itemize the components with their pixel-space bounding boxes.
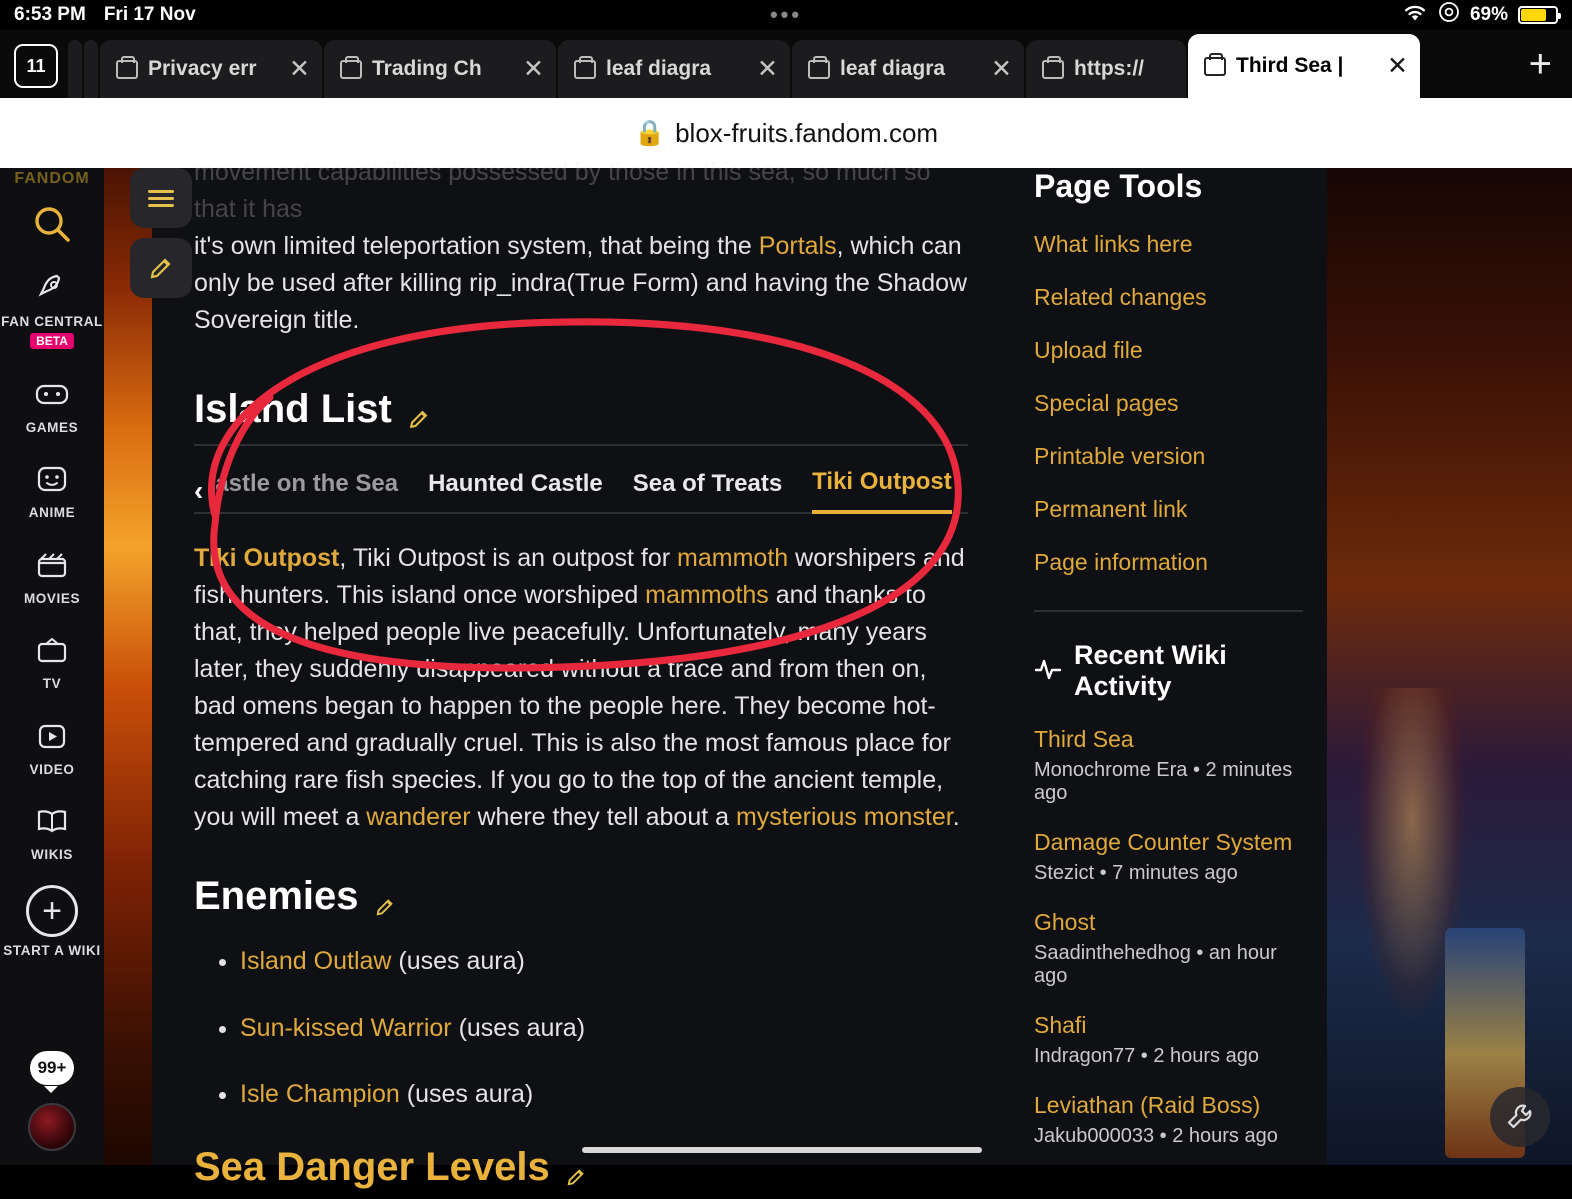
wiki-background-left — [104, 168, 152, 1165]
activity-page-link[interactable]: Shafi — [1034, 1012, 1087, 1038]
sidebar-item-video[interactable] — [0, 714, 104, 778]
enemy-link[interactable]: Isle Champion — [240, 1080, 400, 1108]
desc-text-3: and thanks to that, they helped people live peacefully. Unfortunately, many years later, they suddenly disappeared without a trace and from then on, bad omens began to happen to the people here. They become hot-tempered and gradually cruel. This is also the most famous place for catching rare fish species. If you go to the top of the ancient temple, you will meet a — [194, 581, 951, 831]
tab-close-icon[interactable]: ✕ — [991, 54, 1012, 83]
game-controller-icon — [30, 372, 74, 416]
tab-tiki-outpost[interactable]: Tiki Outpost — [812, 468, 952, 514]
avatar[interactable] — [28, 1103, 76, 1151]
tiki-outpost-description — [194, 540, 968, 836]
search-icon[interactable] — [26, 198, 78, 250]
scroll-indicator[interactable] — [582, 1147, 982, 1153]
pulse-icon — [1034, 656, 1062, 687]
browser-tab-active[interactable] — [1188, 34, 1420, 98]
tool-permanent-link[interactable]: Permanent link — [1034, 496, 1188, 522]
pencil-icon[interactable] — [406, 397, 432, 423]
sidebar-item-label: ANIME — [28, 505, 76, 521]
tab-page-icon — [574, 60, 596, 79]
activity-item — [1034, 909, 1303, 988]
sidebar-item-label: MOVIES — [23, 590, 81, 606]
desc-text-5: . — [952, 803, 960, 831]
status-bar — [0, 0, 1572, 30]
battery-percent: 69% — [1469, 4, 1508, 25]
tab-label: leaf diagra — [840, 57, 946, 80]
wrench-icon[interactable] — [1490, 1087, 1550, 1147]
browser-tab[interactable] — [100, 40, 322, 98]
pencil-icon[interactable] — [564, 1154, 590, 1180]
tab-label: https:// — [1074, 57, 1144, 80]
link-tiki-outpost[interactable]: Tiki Outpost — [194, 544, 340, 572]
tab-sliver[interactable] — [84, 40, 98, 98]
tab-label: Privacy err — [148, 57, 257, 80]
activity-page-link[interactable]: Ghost — [1034, 909, 1096, 935]
pencil-icon — [146, 253, 176, 283]
section-title: Sea Danger Levels — [194, 1144, 550, 1189]
enemy-link[interactable]: Sun-kissed Warrior — [240, 1013, 452, 1042]
url-text: blox-fruits.fandom.com — [675, 117, 939, 148]
enemy-link[interactable]: Island Outlaw — [240, 947, 392, 975]
activity-item — [1034, 1012, 1303, 1068]
sidebar-item-label: TV — [42, 676, 62, 692]
enemy-note: (uses aura) — [458, 1013, 586, 1042]
fandom-global-nav — [0, 168, 104, 1165]
sidebar-item-tv[interactable] — [0, 628, 104, 692]
section-heading-island-list — [194, 387, 968, 432]
section-divider — [194, 444, 968, 446]
edit-page-button[interactable] — [130, 238, 192, 298]
activity-page-link[interactable]: Damage Counter System — [1034, 829, 1293, 855]
list-item — [240, 1012, 968, 1045]
pencil-icon[interactable] — [373, 884, 399, 910]
page-tools-title: Page Tools — [1034, 168, 1203, 204]
plus-circle-icon: + — [26, 885, 78, 937]
new-tab-button[interactable]: + — [1528, 42, 1552, 86]
link-portals[interactable]: Portals — [758, 232, 837, 260]
television-icon — [30, 628, 74, 672]
activity-meta: Monochrome Era • 2 minutes ago — [1034, 759, 1293, 804]
notifications-badge[interactable]: 99+ — [30, 1051, 74, 1085]
enemy-note: (uses aura) — [406, 1080, 534, 1108]
browser-tab[interactable] — [558, 40, 790, 98]
section-title: Island List — [194, 387, 392, 431]
tab-label: leaf diagra — [606, 57, 712, 80]
tab-label: Trading Ch — [372, 57, 482, 80]
link-mammoths[interactable]: mammoths — [645, 581, 769, 609]
tab-close-icon[interactable]: ✕ — [757, 54, 778, 83]
link-mysterious-monster[interactable]: mysterious monster — [735, 803, 953, 831]
tab-close-icon[interactable]: ✕ — [289, 54, 310, 83]
clapperboard-icon — [30, 543, 74, 587]
activity-page-link[interactable]: Leviathan (Raid Boss) — [1034, 1092, 1261, 1118]
activity-item — [1034, 726, 1303, 805]
activity-title: Recent Wiki Activity — [1074, 640, 1227, 701]
rocket-icon — [30, 266, 74, 310]
wifi-icon — [1402, 3, 1428, 28]
enemy-note: (uses aura) — [398, 947, 525, 975]
tab-page-icon — [1042, 60, 1064, 79]
tab-page-icon — [116, 60, 138, 79]
tool-upload-file[interactable]: Upload file — [1034, 337, 1143, 363]
tab-page-icon — [808, 60, 830, 79]
web-page-content — [0, 158, 1572, 1189]
tab-close-icon[interactable]: ✕ — [1387, 51, 1408, 80]
activity-item — [1034, 829, 1303, 885]
activity-meta: Saadinthehedhog • an hour ago — [1034, 942, 1277, 987]
tab-strip — [68, 30, 1515, 98]
tab-haunted-castle[interactable]: Haunted Castle — [428, 470, 603, 497]
tab-page-icon — [340, 60, 362, 79]
article-body — [152, 158, 1010, 1189]
list-item — [240, 1078, 968, 1111]
start-a-wiki-label: START A WIKI — [3, 942, 101, 958]
sidebar-item-label: VIDEO — [29, 761, 75, 777]
tab-castle-on-the-sea[interactable]: astle on the Sea — [215, 470, 399, 497]
status-date: Fri 17 Nov — [103, 4, 196, 25]
activity-meta: Jakub000033 • 2 hours ago — [1034, 1125, 1278, 1147]
desc-text-2: worshipers and fish hunters. This island once worshiped — [194, 544, 965, 609]
activity-page-link[interactable]: Third Sea — [1034, 726, 1134, 752]
tabs-scroll-left-icon[interactable]: ‹ — [194, 475, 204, 506]
section-title: Enemies — [194, 874, 359, 918]
sidebar-item-movies[interactable] — [0, 543, 104, 607]
status-time: 6:53 PM — [14, 4, 86, 25]
list-item — [240, 945, 968, 978]
desc-text-1: , Tiki Outpost is an outpost for — [339, 544, 678, 572]
lock-icon: 🔒 — [633, 118, 666, 147]
link-mammoth[interactable]: mammoth — [677, 544, 789, 572]
tab-label: Third Sea | — [1236, 54, 1344, 77]
sidebar-divider — [1034, 610, 1303, 612]
recent-wiki-activity-header — [1034, 640, 1303, 702]
sidebar-item-games[interactable] — [0, 372, 104, 436]
sidebar-item-label: GAMES — [25, 419, 79, 435]
link-wanderer[interactable]: wanderer — [366, 803, 471, 831]
island-tabs — [194, 468, 968, 514]
activity-meta: Indragon77 • 2 hours ago — [1034, 1045, 1259, 1067]
browser-tab[interactable] — [792, 40, 1024, 98]
floating-action-buttons — [130, 168, 200, 308]
anime-face-icon — [30, 457, 74, 501]
book-icon — [30, 799, 74, 843]
tab-count-button[interactable]: 11 — [14, 44, 58, 88]
tool-special-pages[interactable]: Special pages — [1034, 390, 1179, 416]
activity-item — [1034, 1092, 1303, 1148]
battery-icon — [1518, 6, 1558, 24]
status-dots: ••• — [769, 2, 803, 27]
page-sidebar — [1010, 168, 1327, 1165]
browser-tab[interactable] — [1026, 40, 1186, 98]
enemies-list — [212, 945, 968, 1111]
tab-page-icon — [1204, 57, 1226, 76]
activity-meta: Stezict • 7 minutes ago — [1034, 862, 1238, 884]
wiki-background-right — [1327, 168, 1572, 1165]
tab-sliver[interactable] — [68, 40, 82, 98]
desc-text-4: where they tell about a — [470, 803, 736, 831]
at-icon — [1438, 1, 1460, 29]
tab-sea-of-treats[interactable]: Sea of Treats — [632, 470, 783, 497]
fandom-logo: FANDOM — [14, 170, 90, 187]
sidebar-item-label: FAN CENTRAL — [1, 314, 103, 329]
intro-paragraph: movement capabilities possessed by those in this sea, so much so that it has it's own limited teleportation system, that being the Portals, which can only be used after killing rip_indra(True Form) and having the Shadow Sovereign title. — [194, 158, 968, 334]
browser-tab[interactable] — [324, 40, 556, 98]
beta-badge: BETA — [30, 333, 74, 349]
tool-page-information[interactable]: Page information — [1034, 549, 1208, 575]
start-a-wiki-button[interactable] — [0, 885, 104, 959]
tab-close-icon[interactable]: ✕ — [523, 54, 544, 83]
tool-printable-version[interactable]: Printable version — [1034, 443, 1206, 469]
sidebar-item-wikis[interactable] — [0, 799, 104, 863]
play-square-icon — [30, 714, 74, 758]
sidebar-item-fan-central[interactable] — [0, 266, 104, 350]
tool-related-changes[interactable]: Related changes — [1034, 284, 1207, 310]
section-heading-enemies — [194, 874, 968, 919]
table-of-contents-button[interactable] — [130, 168, 192, 228]
sidebar-item-anime[interactable] — [0, 457, 104, 521]
tool-what-links-here[interactable]: What links here — [1034, 231, 1193, 257]
browser-tab-bar — [0, 30, 1572, 98]
sidebar-item-label: WIKIS — [31, 847, 73, 863]
